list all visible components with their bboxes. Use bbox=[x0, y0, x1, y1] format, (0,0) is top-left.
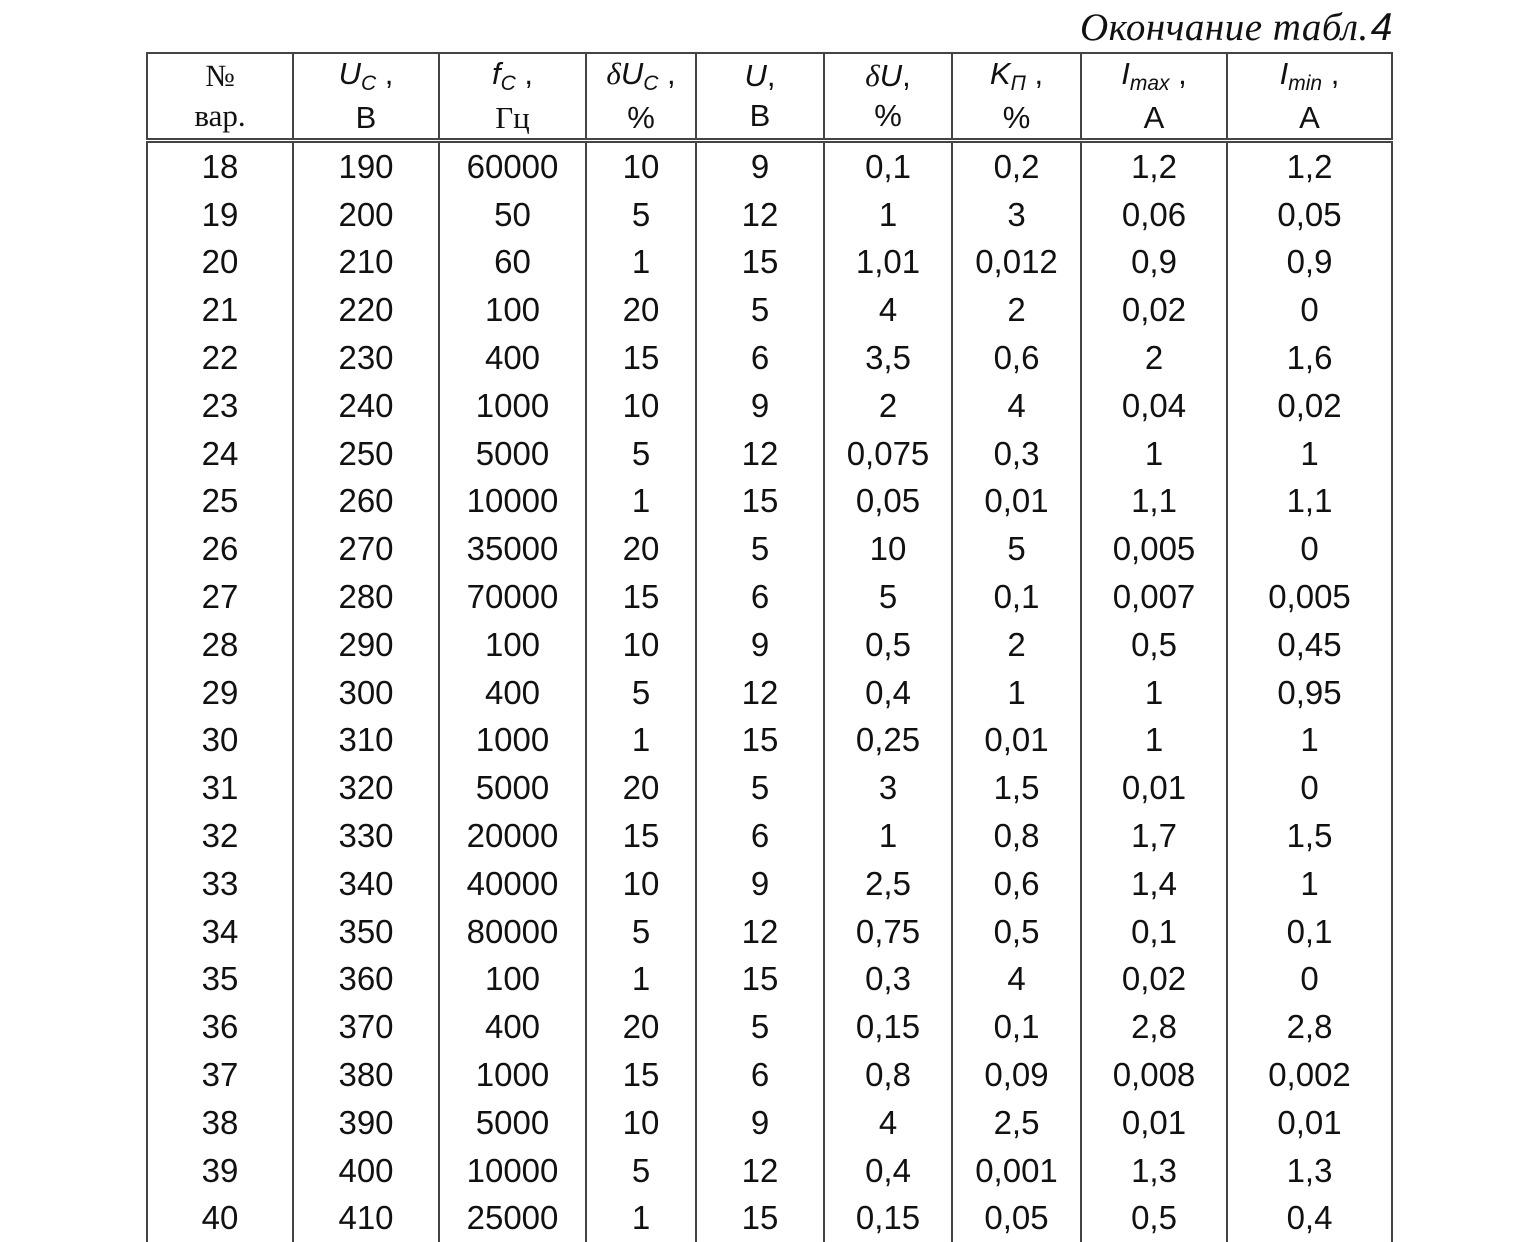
cell-kp: 0,1 bbox=[952, 573, 1081, 621]
cell-variant: 29 bbox=[147, 669, 293, 717]
cell-imax: 0,007 bbox=[1081, 573, 1227, 621]
cell-variant: 25 bbox=[147, 478, 293, 526]
cell-du: 0,4 bbox=[824, 669, 952, 717]
cell-imax: 1,2 bbox=[1081, 141, 1227, 191]
cell-kp: 2,5 bbox=[952, 1099, 1081, 1147]
cell-u: 12 bbox=[696, 430, 824, 478]
cell-fc: 5000 bbox=[439, 430, 586, 478]
cell-u: 9 bbox=[696, 1099, 824, 1147]
cell-du: 4 bbox=[824, 1099, 952, 1147]
cell-kp: 5 bbox=[952, 525, 1081, 573]
table-row bbox=[147, 382, 1392, 430]
table-row bbox=[147, 860, 1392, 908]
cell-u: 9 bbox=[696, 860, 824, 908]
cell-kp: 4 bbox=[952, 382, 1081, 430]
cell-duc: 15 bbox=[586, 812, 696, 860]
cell-du: 0,4 bbox=[824, 1147, 952, 1195]
cell-du: 0,3 bbox=[824, 956, 952, 1004]
cell-duc: 20 bbox=[586, 525, 696, 573]
table-header bbox=[147, 53, 1392, 141]
cell-duc: 20 bbox=[586, 764, 696, 812]
cell-u: 5 bbox=[696, 286, 824, 334]
cell-duc: 10 bbox=[586, 382, 696, 430]
cell-uc: 320 bbox=[293, 764, 439, 812]
cell-du: 2,5 bbox=[824, 860, 952, 908]
header-unit: вар. bbox=[148, 96, 292, 136]
cell-variant: 36 bbox=[147, 1003, 293, 1051]
cell-imin: 1,2 bbox=[1227, 141, 1392, 191]
table-row bbox=[147, 525, 1392, 573]
cell-imax: 0,02 bbox=[1081, 286, 1227, 334]
cell-du: 10 bbox=[824, 525, 952, 573]
cell-kp: 2 bbox=[952, 621, 1081, 669]
cell-imin: 0,45 bbox=[1227, 621, 1392, 669]
cell-imin: 0,002 bbox=[1227, 1051, 1392, 1099]
cell-imin: 0 bbox=[1227, 286, 1392, 334]
cell-uc: 250 bbox=[293, 430, 439, 478]
cell-variant: 22 bbox=[147, 334, 293, 382]
table-row bbox=[147, 1147, 1392, 1195]
cell-fc: 5000 bbox=[439, 1099, 586, 1147]
cell-kp: 2 bbox=[952, 286, 1081, 334]
header-symbol-prefix: δ bbox=[865, 58, 879, 93]
cell-u: 9 bbox=[696, 621, 824, 669]
cell-fc: 100 bbox=[439, 956, 586, 1004]
cell-uc: 290 bbox=[293, 621, 439, 669]
cell-u: 9 bbox=[696, 141, 824, 191]
cell-fc: 10000 bbox=[439, 1147, 586, 1195]
header-symbol-sub: C bbox=[361, 72, 376, 95]
header-symbol-main: № bbox=[205, 58, 235, 93]
cell-imin: 1,1 bbox=[1227, 478, 1392, 526]
cell-du: 0,05 bbox=[824, 478, 952, 526]
cell-u: 15 bbox=[696, 239, 824, 287]
header-symbol-sub: C bbox=[643, 72, 658, 95]
header-source-frequency bbox=[439, 53, 586, 141]
cell-imax: 1 bbox=[1081, 430, 1227, 478]
cell-variant: 34 bbox=[147, 908, 293, 956]
cell-fc: 1000 bbox=[439, 382, 586, 430]
cell-imax: 0,06 bbox=[1081, 191, 1227, 239]
cell-kp: 0,01 bbox=[952, 717, 1081, 765]
cell-duc: 15 bbox=[586, 334, 696, 382]
cell-u: 5 bbox=[696, 764, 824, 812]
cell-kp: 0,8 bbox=[952, 812, 1081, 860]
cell-uc: 400 bbox=[293, 1147, 439, 1195]
cell-fc: 1000 bbox=[439, 1051, 586, 1099]
table-row bbox=[147, 478, 1392, 526]
cell-imax: 0,01 bbox=[1081, 1099, 1227, 1147]
cell-variant: 31 bbox=[147, 764, 293, 812]
cell-imin: 1 bbox=[1227, 860, 1392, 908]
header-unit: % bbox=[825, 96, 951, 136]
cell-fc: 10000 bbox=[439, 478, 586, 526]
cell-fc: 70000 bbox=[439, 573, 586, 621]
header-row bbox=[147, 53, 1392, 141]
cell-duc: 5 bbox=[586, 908, 696, 956]
cell-variant: 30 bbox=[147, 717, 293, 765]
header-source-voltage bbox=[293, 53, 439, 141]
cell-variant: 33 bbox=[147, 860, 293, 908]
table-row bbox=[147, 1003, 1392, 1051]
header-symbol: fC , bbox=[440, 54, 585, 98]
cell-variant: 20 bbox=[147, 239, 293, 287]
cell-du: 1,01 bbox=[824, 239, 952, 287]
cell-du: 0,25 bbox=[824, 717, 952, 765]
cell-uc: 380 bbox=[293, 1051, 439, 1099]
cell-kp: 0,01 bbox=[952, 478, 1081, 526]
cell-fc: 100 bbox=[439, 286, 586, 334]
cell-imin: 0 bbox=[1227, 764, 1392, 812]
header-symbol-main: K bbox=[990, 56, 1011, 91]
table-row bbox=[147, 669, 1392, 717]
header-symbol-main: U bbox=[744, 58, 766, 93]
cell-imax: 2,8 bbox=[1081, 1003, 1227, 1051]
cell-imin: 1 bbox=[1227, 717, 1392, 765]
header-unit: % bbox=[953, 98, 1080, 138]
table-row bbox=[147, 812, 1392, 860]
cell-fc: 60 bbox=[439, 239, 586, 287]
table-row bbox=[147, 239, 1392, 287]
cell-imin: 0,1 bbox=[1227, 908, 1392, 956]
cell-imax: 0,005 bbox=[1081, 525, 1227, 573]
cell-u: 12 bbox=[696, 191, 824, 239]
cell-du: 1 bbox=[824, 191, 952, 239]
header-output-voltage bbox=[696, 53, 824, 141]
cell-uc: 260 bbox=[293, 478, 439, 526]
cell-imin: 0,9 bbox=[1227, 239, 1392, 287]
cell-imax: 1,7 bbox=[1081, 812, 1227, 860]
cell-u: 9 bbox=[696, 382, 824, 430]
cell-uc: 240 bbox=[293, 382, 439, 430]
cell-imin: 1,6 bbox=[1227, 334, 1392, 382]
cell-u: 15 bbox=[696, 478, 824, 526]
cell-u: 6 bbox=[696, 1051, 824, 1099]
cell-variant: 24 bbox=[147, 430, 293, 478]
table-body bbox=[147, 141, 1392, 1242]
cell-u: 12 bbox=[696, 669, 824, 717]
cell-fc: 25000 bbox=[439, 1195, 586, 1242]
cell-u: 12 bbox=[696, 908, 824, 956]
cell-du: 0,15 bbox=[824, 1003, 952, 1051]
cell-duc: 10 bbox=[586, 621, 696, 669]
header-unit: А bbox=[1082, 98, 1226, 138]
header-symbol-prefix: δ bbox=[606, 56, 620, 91]
cell-uc: 410 bbox=[293, 1195, 439, 1242]
cell-du: 0,1 bbox=[824, 141, 952, 191]
header-source-voltage-deviation bbox=[586, 53, 696, 141]
cell-uc: 300 bbox=[293, 669, 439, 717]
cell-imax: 1,3 bbox=[1081, 1147, 1227, 1195]
cell-duc: 1 bbox=[586, 717, 696, 765]
table-caption bbox=[1080, 4, 1393, 52]
header-symbol-main: I bbox=[1280, 56, 1289, 91]
cell-imax: 0,9 bbox=[1081, 239, 1227, 287]
cell-variant: 27 bbox=[147, 573, 293, 621]
cell-uc: 190 bbox=[293, 141, 439, 191]
cell-imin: 0,95 bbox=[1227, 669, 1392, 717]
header-symbol-main: U bbox=[621, 56, 643, 91]
header-symbol: δUC , bbox=[587, 54, 695, 98]
cell-fc: 20000 bbox=[439, 812, 586, 860]
cell-uc: 280 bbox=[293, 573, 439, 621]
cell-du: 0,75 bbox=[824, 908, 952, 956]
cell-u: 6 bbox=[696, 334, 824, 382]
cell-kp: 0,2 bbox=[952, 141, 1081, 191]
table-row bbox=[147, 430, 1392, 478]
cell-imin: 1 bbox=[1227, 430, 1392, 478]
cell-duc: 1 bbox=[586, 239, 696, 287]
table-row bbox=[147, 573, 1392, 621]
cell-duc: 5 bbox=[586, 1147, 696, 1195]
header-symbol-sub: C bbox=[501, 72, 516, 95]
cell-fc: 400 bbox=[439, 669, 586, 717]
cell-variant: 39 bbox=[147, 1147, 293, 1195]
cell-du: 3 bbox=[824, 764, 952, 812]
data-table bbox=[146, 52, 1393, 1242]
table-row bbox=[147, 1195, 1392, 1242]
cell-du: 3,5 bbox=[824, 334, 952, 382]
header-symbol-sub: П bbox=[1011, 72, 1026, 95]
cell-du: 5 bbox=[824, 573, 952, 621]
header-output-voltage-deviation bbox=[824, 53, 952, 141]
cell-fc: 100 bbox=[439, 621, 586, 669]
table-row bbox=[147, 334, 1392, 382]
cell-fc: 400 bbox=[439, 1003, 586, 1051]
cell-u: 15 bbox=[696, 1195, 824, 1242]
header-symbol: Imin , bbox=[1228, 54, 1391, 98]
header-symbol: U, bbox=[697, 56, 823, 96]
cell-du: 0,8 bbox=[824, 1051, 952, 1099]
cell-kp: 3 bbox=[952, 191, 1081, 239]
cell-fc: 60000 bbox=[439, 141, 586, 191]
caption-text: Окончание табл. bbox=[1080, 6, 1369, 49]
cell-du: 0,15 bbox=[824, 1195, 952, 1242]
table-row bbox=[147, 286, 1392, 334]
header-symbol-main: U bbox=[880, 58, 902, 93]
cell-uc: 200 bbox=[293, 191, 439, 239]
cell-uc: 390 bbox=[293, 1099, 439, 1147]
cell-fc: 40000 bbox=[439, 860, 586, 908]
caption-table-number: 4 bbox=[1371, 6, 1393, 49]
cell-kp: 0,09 bbox=[952, 1051, 1081, 1099]
header-min-current bbox=[1227, 53, 1392, 141]
cell-kp: 0,1 bbox=[952, 1003, 1081, 1051]
cell-kp: 0,012 bbox=[952, 239, 1081, 287]
cell-imax: 1 bbox=[1081, 669, 1227, 717]
cell-imax: 0,02 bbox=[1081, 956, 1227, 1004]
cell-duc: 1 bbox=[586, 478, 696, 526]
header-unit: Гц bbox=[440, 98, 585, 138]
table-row bbox=[147, 1051, 1392, 1099]
cell-duc: 5 bbox=[586, 191, 696, 239]
cell-duc: 15 bbox=[586, 1051, 696, 1099]
cell-imax: 1,1 bbox=[1081, 478, 1227, 526]
header-unit: % bbox=[587, 98, 695, 138]
cell-uc: 340 bbox=[293, 860, 439, 908]
cell-duc: 20 bbox=[586, 1003, 696, 1051]
cell-u: 15 bbox=[696, 956, 824, 1004]
cell-kp: 0,3 bbox=[952, 430, 1081, 478]
cell-imax: 0,04 bbox=[1081, 382, 1227, 430]
cell-variant: 26 bbox=[147, 525, 293, 573]
cell-uc: 330 bbox=[293, 812, 439, 860]
cell-variant: 18 bbox=[147, 141, 293, 191]
cell-duc: 10 bbox=[586, 1099, 696, 1147]
header-symbol: δU, bbox=[825, 56, 951, 96]
cell-fc: 5000 bbox=[439, 764, 586, 812]
header-unit: В bbox=[697, 96, 823, 136]
cell-du: 4 bbox=[824, 286, 952, 334]
cell-imax: 0,008 bbox=[1081, 1051, 1227, 1099]
cell-imin: 0 bbox=[1227, 525, 1392, 573]
cell-uc: 270 bbox=[293, 525, 439, 573]
table-row bbox=[147, 908, 1392, 956]
cell-duc: 15 bbox=[586, 573, 696, 621]
header-variant-number bbox=[147, 53, 293, 141]
cell-variant: 32 bbox=[147, 812, 293, 860]
cell-imin: 1,5 bbox=[1227, 812, 1392, 860]
cell-variant: 38 bbox=[147, 1099, 293, 1147]
cell-u: 15 bbox=[696, 717, 824, 765]
cell-imax: 0,5 bbox=[1081, 1195, 1227, 1242]
cell-kp: 0,5 bbox=[952, 908, 1081, 956]
cell-imin: 2,8 bbox=[1227, 1003, 1392, 1051]
table-row bbox=[147, 191, 1392, 239]
cell-fc: 35000 bbox=[439, 525, 586, 573]
cell-fc: 50 bbox=[439, 191, 586, 239]
header-symbol: KП , bbox=[953, 54, 1080, 98]
cell-imin: 1,3 bbox=[1227, 1147, 1392, 1195]
cell-duc: 5 bbox=[586, 430, 696, 478]
header-symbol-sub: min bbox=[1288, 72, 1322, 95]
cell-fc: 400 bbox=[439, 334, 586, 382]
cell-duc: 5 bbox=[586, 669, 696, 717]
cell-kp: 0,05 bbox=[952, 1195, 1081, 1242]
table-row bbox=[147, 956, 1392, 1004]
cell-du: 2 bbox=[824, 382, 952, 430]
cell-imin: 0,4 bbox=[1227, 1195, 1392, 1242]
cell-du: 1 bbox=[824, 812, 952, 860]
header-symbol: Imax , bbox=[1082, 54, 1226, 98]
header-unit: А bbox=[1228, 98, 1391, 138]
header-symbol bbox=[148, 56, 292, 96]
cell-uc: 310 bbox=[293, 717, 439, 765]
cell-uc: 350 bbox=[293, 908, 439, 956]
table-row bbox=[147, 1099, 1392, 1147]
header-symbol-sub: max bbox=[1130, 72, 1170, 95]
cell-du: 0,075 bbox=[824, 430, 952, 478]
cell-variant: 37 bbox=[147, 1051, 293, 1099]
cell-kp: 0,6 bbox=[952, 334, 1081, 382]
cell-u: 5 bbox=[696, 1003, 824, 1051]
cell-uc: 210 bbox=[293, 239, 439, 287]
cell-uc: 360 bbox=[293, 956, 439, 1004]
cell-imax: 1 bbox=[1081, 717, 1227, 765]
header-ripple-coefficient bbox=[952, 53, 1081, 141]
cell-imax: 2 bbox=[1081, 334, 1227, 382]
cell-uc: 220 bbox=[293, 286, 439, 334]
cell-imin: 0,01 bbox=[1227, 1099, 1392, 1147]
cell-variant: 35 bbox=[147, 956, 293, 1004]
header-symbol-main: U bbox=[339, 56, 361, 91]
cell-imin: 0,02 bbox=[1227, 382, 1392, 430]
cell-kp: 1,5 bbox=[952, 764, 1081, 812]
cell-duc: 10 bbox=[586, 860, 696, 908]
header-symbol: UC , bbox=[294, 54, 438, 98]
cell-imax: 0,01 bbox=[1081, 764, 1227, 812]
cell-duc: 20 bbox=[586, 286, 696, 334]
cell-duc: 1 bbox=[586, 956, 696, 1004]
cell-kp: 1 bbox=[952, 669, 1081, 717]
cell-kp: 0,001 bbox=[952, 1147, 1081, 1195]
cell-u: 6 bbox=[696, 812, 824, 860]
cell-fc: 80000 bbox=[439, 908, 586, 956]
cell-variant: 21 bbox=[147, 286, 293, 334]
cell-du: 0,5 bbox=[824, 621, 952, 669]
cell-imin: 0,05 bbox=[1227, 191, 1392, 239]
header-unit: В bbox=[294, 98, 438, 138]
cell-duc: 1 bbox=[586, 1195, 696, 1242]
cell-kp: 0,6 bbox=[952, 860, 1081, 908]
cell-uc: 370 bbox=[293, 1003, 439, 1051]
cell-u: 6 bbox=[696, 573, 824, 621]
cell-variant: 23 bbox=[147, 382, 293, 430]
cell-variant: 28 bbox=[147, 621, 293, 669]
cell-variant: 40 bbox=[147, 1195, 293, 1242]
table-row bbox=[147, 621, 1392, 669]
cell-uc: 230 bbox=[293, 334, 439, 382]
cell-kp: 4 bbox=[952, 956, 1081, 1004]
header-symbol-main: f bbox=[492, 56, 501, 91]
cell-fc: 1000 bbox=[439, 717, 586, 765]
table-row bbox=[147, 717, 1392, 765]
cell-variant: 19 bbox=[147, 191, 293, 239]
cell-u: 12 bbox=[696, 1147, 824, 1195]
header-max-current bbox=[1081, 53, 1227, 141]
cell-imax: 0,1 bbox=[1081, 908, 1227, 956]
cell-u: 5 bbox=[696, 525, 824, 573]
table-row bbox=[147, 764, 1392, 812]
cell-duc: 10 bbox=[586, 141, 696, 191]
cell-imax: 0,5 bbox=[1081, 621, 1227, 669]
cell-imin: 0,005 bbox=[1227, 573, 1392, 621]
cell-imin: 0 bbox=[1227, 956, 1392, 1004]
table-row bbox=[147, 141, 1392, 191]
header-symbol-main: I bbox=[1121, 56, 1130, 91]
cell-imax: 1,4 bbox=[1081, 860, 1227, 908]
